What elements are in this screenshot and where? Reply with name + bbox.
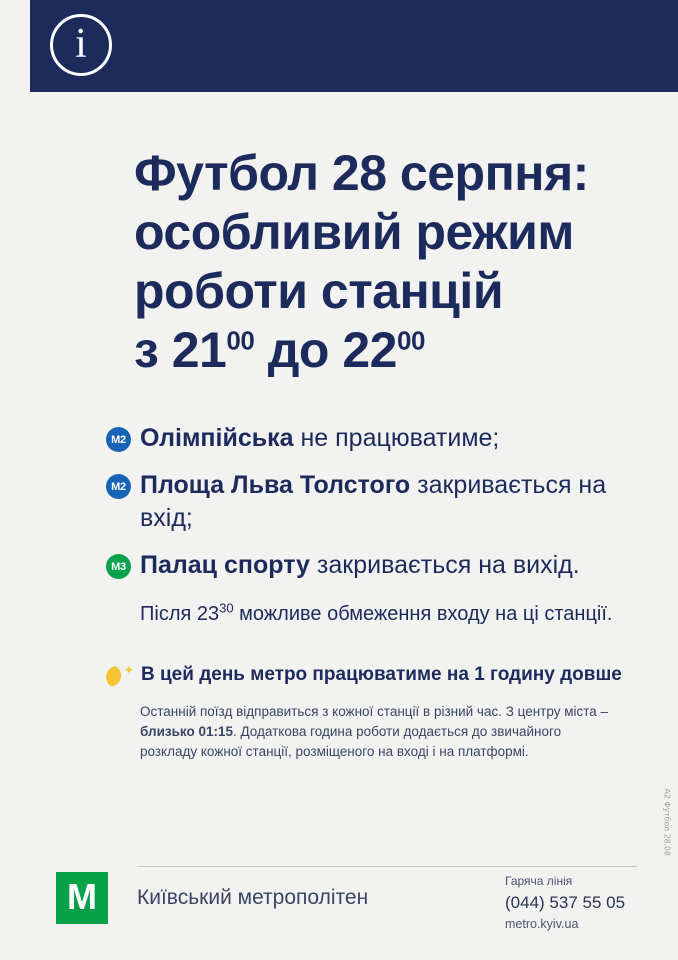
title-time-from-sup: 00	[226, 325, 255, 356]
organization-name: Київський метрополітен	[137, 886, 369, 909]
note-suffix: можливе обмеження входу на ці станції.	[233, 603, 613, 625]
station-name: Олімпійська	[140, 424, 294, 452]
station-list	[0, 380, 678, 582]
list-item	[106, 469, 638, 535]
page-title	[0, 92, 678, 380]
note-prefix: Після 23	[140, 603, 220, 625]
entry-restriction-note	[0, 596, 678, 628]
contact-block	[505, 872, 625, 934]
footer-divider	[137, 866, 637, 867]
metro-line-badge-icon: M2	[106, 427, 131, 452]
title-line-1: Футбол 28 серпня:	[134, 145, 589, 201]
title-line-3: роботи станцій	[134, 263, 504, 319]
title-time-from: з 21	[134, 322, 227, 378]
extended-hours-block	[0, 628, 678, 692]
side-reference-code: A2 Футбол 28.08	[663, 788, 672, 856]
title-time-to-sup: 00	[396, 325, 425, 356]
info-icon	[50, 14, 112, 76]
footer	[0, 872, 678, 960]
title-line-4	[134, 321, 638, 380]
station-entry	[140, 422, 499, 455]
station-status: не працюватиме;	[293, 424, 500, 452]
fine-print-bold: близько 01:15	[140, 724, 233, 739]
star-shape: ✦	[123, 663, 134, 677]
list-item	[106, 422, 638, 455]
note-sup: 30	[219, 600, 234, 616]
metro-logo-icon	[56, 872, 108, 924]
moon-star-icon	[106, 664, 134, 692]
left-margin-strip	[0, 0, 30, 92]
metro-line-badge-icon: M3	[106, 554, 131, 579]
metro-line-badge-icon: M2	[106, 474, 131, 499]
fine-print	[0, 692, 678, 762]
station-status: закривається на вхід;	[140, 471, 607, 532]
metro-logo-glyph: М	[67, 876, 97, 917]
fine-print-part-2: . Додаткова година роботи додається до звичайного розкладу кожної станції, розміщеного на вході і на платформі.	[140, 724, 562, 759]
station-name: Палац спорту	[140, 551, 310, 579]
header-bar	[30, 0, 678, 92]
station-name: Площа Льва Толстого	[140, 471, 411, 499]
station-entry	[140, 469, 638, 535]
title-line-2: особливий режим	[134, 204, 574, 260]
info-icon-glyph: i	[75, 21, 87, 67]
fine-print-part-1: Останній поїзд відправиться з кожної станції в різний час. З центру міста –	[140, 704, 609, 719]
station-status: закривається на вихід.	[309, 551, 580, 579]
website-url: metro.kyiv.ua	[505, 917, 579, 931]
list-item	[106, 549, 638, 582]
hotline-phone: (044) 537 55 05	[505, 893, 626, 912]
main-content	[0, 92, 678, 762]
hotline-label: Гаряча лінія	[505, 874, 573, 888]
extended-hours-text: В цей день метро працюватиме на 1 годину довше	[141, 664, 622, 685]
station-entry	[140, 549, 580, 582]
title-time-mid: до 22	[254, 322, 397, 378]
